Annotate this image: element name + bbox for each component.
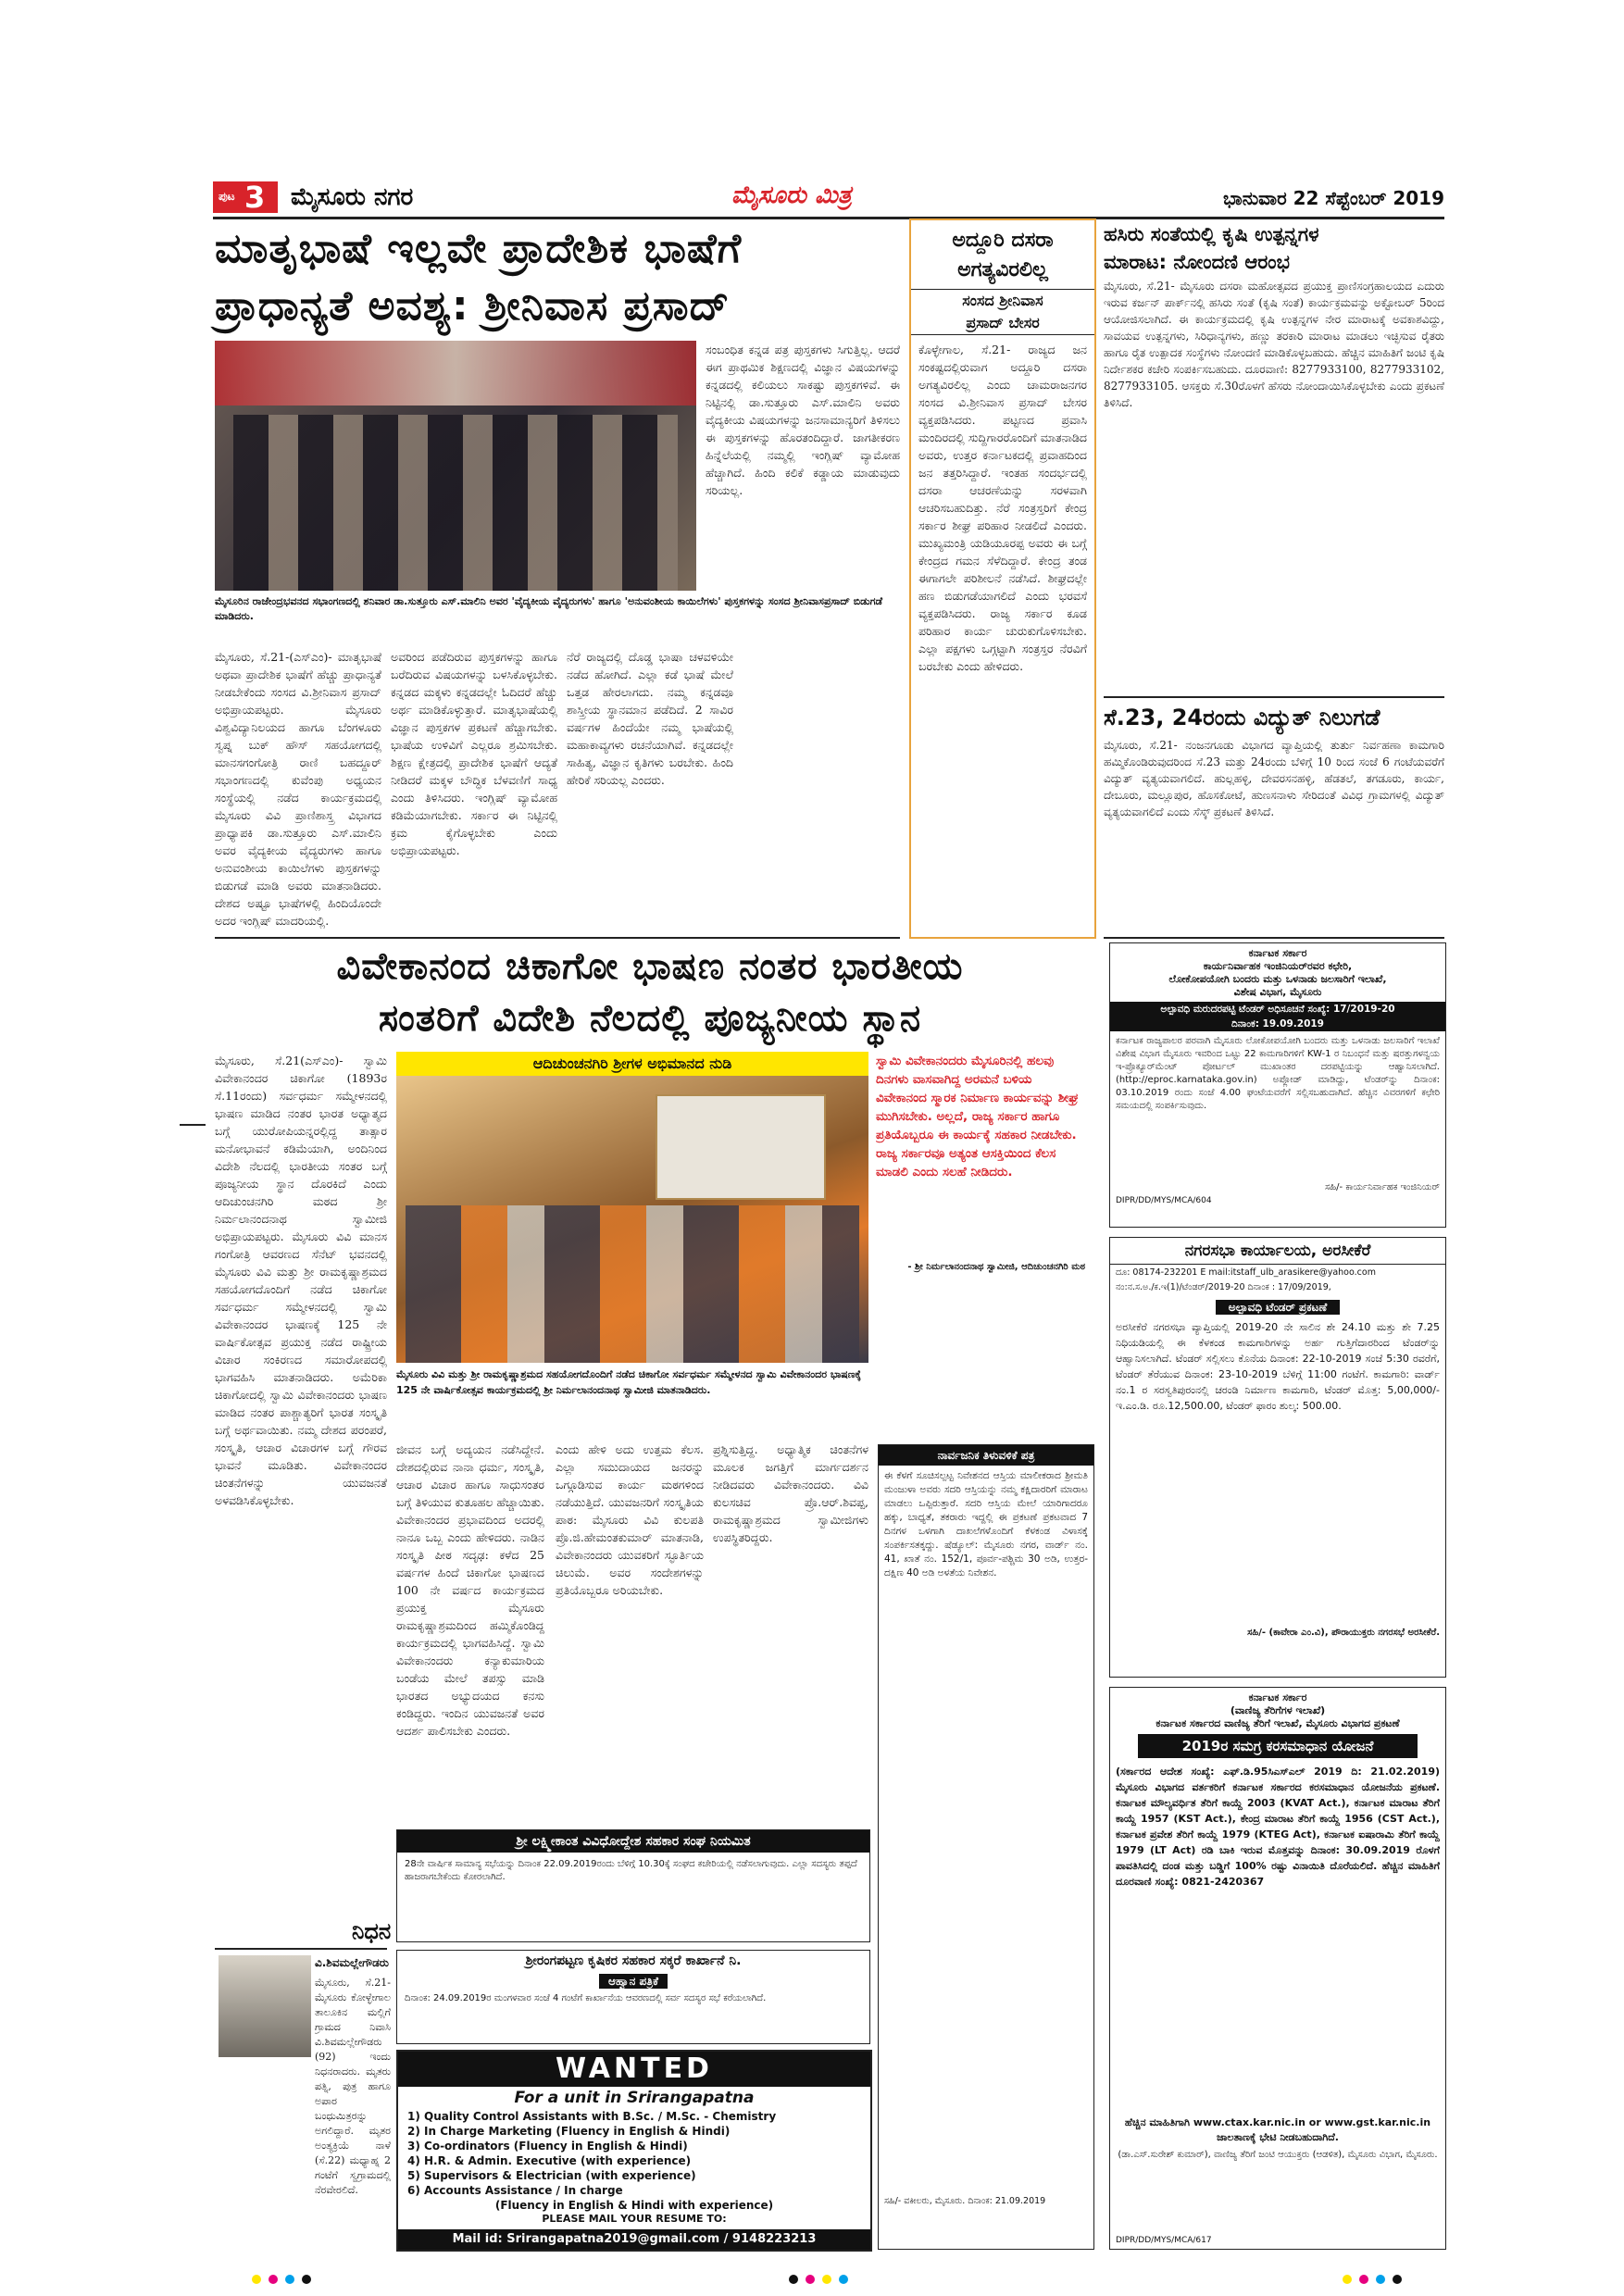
kpwd-notice-bar: [1110, 1002, 1445, 1031]
lead-column-3: ನೆರೆ ರಾಜ್ಯದಲ್ಲಿ ದೊಡ್ಡ ಭಾಷಾ ಚಳವಳಿಯೇ ನಡೆದ ಹೋಗಿದೆ. ಎಲ್ಲಾ ಕಡೆ ಭಾಷೆ ಮೇಲೆ ಒತ್ತಡ ಹೇರಲಾಗದು. ನಮ್ಮ ಕನ್ನಡವೂ ಶಾಸ್ತ್ರೀಯ ಸ್ಥಾನಮಾನ ಪಡೆದಿದೆ. 2 ಸಾವಿರ ವರ್ಷಗಳ ಹಿಂದೆಯೇ ನಮ್ಮ ಭಾಷೆಯಲ್ಲಿ ಮಹಾಕಾವ್ಯಗಳು ರಚನೆಯಾಗಿವೆ. ಕನ್ನಡದಲ್ಲೇ ಸಾಹಿತ್ಯ, ವಿಜ್ಞಾನ ಕೃತಿಗಳು ಬರಬೇಕು. ಹಿಂದಿ ಹೇರಿಕೆ ಸರಿಯಲ್ಲ ಎಂದರು.: [567, 650, 733, 787]
sugar-body: ದಿನಾಂಕ: 24.09.2019ರ ಮಂಗಳವಾರ ಸಂಜೆ 4 ಗಂಟೆಗೆ ಕಾರ್ಖಾನೆಯ ಆವರಣದಲ್ಲಿ ಸರ್ವ ಸದಸ್ಯರ ಸಭೆ ಕರೆಯಲಾಗಿದೆ.: [405, 1993, 767, 2003]
santhe-headline-line2: ಮಾರಾಟ: ನೋಂದಣಿ ಆರಂಭ: [1104, 251, 1290, 273]
wanted-item: 3) Co-ordinators (Fluency in English & Hindi): [407, 2140, 688, 2152]
registration-dot: [252, 2275, 261, 2284]
obituary-name: ವಿ.ಶಿವಮಲ್ಲೇಗೌಡರು: [315, 1956, 389, 1969]
dasara-story-box: [909, 218, 1096, 939]
lead-photo: [215, 341, 696, 591]
lead-headline-line2: ಪ್ರಾಧಾನ್ಯತೆ ಅವಶ್ಯ: ಶ್ರೀನಿವಾಸ ಪ್ರಸಾದ್: [215, 282, 731, 330]
paper-name: ಮೈಸೂರು ಮಿತ್ರ: [731, 181, 852, 209]
page-number: 3: [244, 180, 266, 215]
sugar-notice: [396, 1950, 870, 2044]
nagarasabha-sign: ಸಹಿ/- (ಕಾವೇರಾ ಎಂ.ವಿ), ಪೌರಾಯುಕ್ತರು ನಗರಸಭೆ ಅರಸೀಕೆರೆ.: [1247, 1628, 1440, 1638]
registration-dots-left: [248, 2270, 315, 2288]
public-notice: [878, 1444, 1094, 2250]
lead-column-1: ಮೈಸೂರು, ಸೆ.21-(ಎಸ್‌ಎಂ)- ಮಾತೃಭಾಷೆ ಅಥವಾ ಪ್ರಾದೇಶಿಕ ಭಾಷೆಗೆ ಹೆಚ್ಚು ಪ್ರಾಧಾನ್ಯತೆ ನೀಡಬೇಕೆಂದು ಸಂಸದ ವಿ.ಶ್ರೀನಿವಾಸ ಪ್ರಸಾದ್ ಅಭಿಪ್ರಾಯಪಟ್ಟರು. ಮೈಸೂರು ವಿಶ್ವವಿದ್ಯಾನಿಲಯದ ಹಾಗೂ ಬೆಂಗಳೂರು ಸ್ವಪ್ನ ಬುಕ್ ಹೌಸ್ ಸಹಯೋಗದಲ್ಲಿ ಮಾನಸಗಂಗೋತ್ರಿ ರಾಣಿ ಬಹದ್ದೂರ್ ಸಭಾಂಗಣದಲ್ಲಿ ಕುವೆಂಪು ಅಧ್ಯಯನ ಸಂಸ್ಥೆಯಲ್ಲಿ ನಡೆದ ಕಾರ್ಯಕ್ರಮದಲ್ಲಿ ಮೈಸೂರು ವಿವಿ ಪ್ರಾಣಿಶಾಸ್ತ್ರ ವಿಭಾಗದ ಪ್ರಾಧ್ಯಾಪಕಿ ಡಾ.ಸುತ್ತೂರು ಎಸ್.ಮಾಲಿನಿ ಅವರ ವೈದ್ಯಕೀಯ ವೈದ್ಯರುಗಳು ಹಾಗೂ ಅನುವಂಶೀಯ ಕಾಯಿಲೆಗಳು ಪುಸ್ತಕಗಳನ್ನು ಬಿಡುಗಡೆ ಮಾಡಿ ಅವರು ಮಾತನಾಡಿದರು. ದೇಶದ ಅಷ್ಟೂ ಭಾಷೆಗಳಲ್ಲಿ ಹಿಂದಿಯೊಂದೇ ಅದರ ಇಂಗ್ಲಿಷ್ ಮಾದರಿಯಲ್ಲಿ.: [215, 650, 381, 928]
dasara-headline-line2: ಅಗತ್ಯವಿರಲಿಲ್ಲ: [957, 258, 1048, 281]
vivek-photo: [396, 1076, 868, 1363]
registration-dot: [1359, 2275, 1368, 2284]
power-body: ಮೈಸೂರು, ಸೆ.21- ನಂಜನಗೂಡು ವಿಭಾಗದ ವ್ಯಾಪ್ತಿಯಲ್ಲಿ ತುರ್ತು ನಿರ್ವಹಣಾ ಕಾಮಗಾರಿ ಹಮ್ಮಿಕೊಂಡಿರುವುದರಿಂದ ಸೆ.23 ಮತ್ತು 24ರಂದು ಬೆಳಿಗ್ಗೆ 10 ರಿಂದ ಸಂಜೆ 6 ಗಂಟೆಯವರೆಗೆ ವಿದ್ಯುತ್ ವ್ಯತ್ಯಯವಾಗಲಿದೆ. ಹುಲ್ಲಹಳ್ಳಿ, ದೇವರಸನಹಳ್ಳಿ, ಹೆಡತಲೆ, ತಗಡೂರು, ಕಾರ್ಯ, ದೇಬೂರು, ಮಲ್ಲೂಪುರ, ಹೊಸಕೋಟೆ, ಹುಣಸನಾಳು ಸೇರಿದಂತೆ ವಿವಿಧ ಗ್ರಾಮಗಳಲ್ಲಿ ವಿದ್ಯುತ್ ವ್ಯತ್ಯಯವಾಗಲಿದೆ ಎಂದು ಸೆಸ್ಕ್ ಪ್ರಕಟಣೆ ತಿಳಿಸಿದೆ.: [1104, 739, 1444, 818]
power-headline: ಸೆ.23, 24ರಂದು ವಿದ್ಯುತ್ ನಿಲುಗಡೆ: [1104, 705, 1380, 730]
vivek-quote-attribution: - ಶ್ರೀ ನಿರ್ಮಲಾನಂದನಾಥ ಸ್ವಾಮೀಜಿ, ಆದಿಚುಂಚನಗಿರಿ ಮಠ: [907, 1262, 1085, 1272]
public-notice-sign: ಸಹಿ/- ವಕೀಲರು, ಮೈಸೂರು. ದಿನಾಂಕ: 21.09.2019: [884, 2196, 1046, 2206]
vivek-column-3: ಎಂದು ಹೇಳಿ ಅದು ಉತ್ತಮ ಕೆಲಸ. ಎಲ್ಲಾ ಸಮುದಾಯದ ಜನರನ್ನು ಒಗ್ಗೂಡಿಸುವ ಕಾರ್ಯ ಮಠಗಳಿಂದ ನಡೆಯುತ್ತಿದೆ. ಯುವಜನರಿಗೆ ಸಂಸ್ಕೃತಿಯ ಪಾಠ: ಮೈಸೂರು ವಿವಿ ಕುಲಪತಿ ಪ್ರೊ.ಜಿ.ಹೇಮಂತಕುಮಾರ್ ಮಾತನಾಡಿ, ವಿವೇಕಾನಂದರು ಯುವಕರಿಗೆ ಸ್ಫೂರ್ತಿಯ ಚಿಲುಮೆ. ಅವರ ಸಂದೇಶಗಳನ್ನು ಪ್ರತಿಯೊಬ್ಬರೂ ಅರಿಯಬೇಕು.: [556, 1442, 704, 1597]
dasara-body: ಕೊಳ್ಳೇಗಾಲ, ಸೆ.21- ರಾಜ್ಯದ ಜನ ಸಂಕಷ್ಟದಲ್ಲಿರುವಾಗ ಅದ್ದೂರಿ ದಸರಾ ಅಗತ್ಯವಿರಲಿಲ್ಲ ಎಂದು ಚಾಮರಾಜನಗರ ಸಂಸದ ವಿ.ಶ್ರೀನಿವಾಸ ಪ್ರಸಾದ್ ಬೇಸರ ವ್ಯಕ್ತಪಡಿಸಿದರು. ಪಟ್ಟಣದ ಪ್ರವಾಸಿ ಮಂದಿರದಲ್ಲಿ ಸುದ್ದಿಗಾರರೊಂದಿಗೆ ಮಾತನಾಡಿದ ಅವರು, ಉತ್ತರ ಕರ್ನಾಟಕದಲ್ಲಿ ಪ್ರವಾಹದಿಂದ ಜನ ತತ್ತರಿಸಿದ್ದಾರೆ. ಇಂತಹ ಸಂದರ್ಭದಲ್ಲಿ ದಸರಾ ಆಚರಣೆಯನ್ನು ಸರಳವಾಗಿ ಆಚರಿಸಬಹುದಿತ್ತು. ನೆರೆ ಸಂತ್ರಸ್ತರಿಗೆ ಕೇಂದ್ರ ಸರ್ಕಾರ ಶೀಘ್ರ ಪರಿಹಾರ ನೀಡಲಿದೆ ಎಂದರು. ಮುಖ್ಯಮಂತ್ರಿ ಯಡಿಯೂರಪ್ಪ ಅವರು ಈ ಬಗ್ಗೆ ಕೇಂದ್ರದ ಗಮನ ಸೆಳೆದಿದ್ದಾರೆ. ಕೇಂದ್ರ ತಂಡ ಈಗಾಗಲೇ ಪರಿಶೀಲನೆ ನಡೆಸಿದೆ. ಶೀಘ್ರದಲ್ಲೇ ಹಣ ಬಿಡುಗಡೆಯಾಗಲಿದೆ ಎಂದು ಭರವಸೆ ವ್ಯಕ್ತಪಡಿಸಿದರು. ರಾಜ್ಯ ಸರ್ಕಾರ ಕೂಡ ಪರಿಹಾರ ಕಾರ್ಯ ಚುರುಕುಗೊಳಿಸಬೇಕು. ಎಲ್ಲಾ ಪಕ್ಷಗಳು ಒಗ್ಗಟ್ಟಾಗಿ ಸಂತ್ರಸ್ತರ ನೆರವಿಗೆ ಬರಬೇಕು ಎಂದು ಹೇಳಿದರು.: [918, 343, 1087, 673]
registration-dot: [302, 2275, 311, 2284]
public-notice-body: ಈ ಕೆಳಗೆ ಸೂಚಿಸಲ್ಪಟ್ಟ ನಿವೇಶನದ ಆಸ್ತಿಯ ಮಾಲೀಕರಾದ ಶ್ರೀಮತಿ ಮಂಜುಳಾ ಅವರು ಸದರಿ ಆಸ್ತಿಯನ್ನು ನಮ್ಮ ಕಕ್ಷಿದಾರರಿಗೆ ಮಾರಾಟ ಮಾಡಲು ಒಪ್ಪಿರುತ್ತಾರೆ. ಸದರಿ ಆಸ್ತಿಯ ಮೇಲೆ ಯಾರಿಗಾದರೂ ಹಕ್ಕು, ಬಾಧ್ಯತೆ, ತಕರಾರು ಇದ್ದಲ್ಲಿ ಈ ಪ್ರಕಟಣೆ ಪ್ರಕಟವಾದ 7 ದಿನಗಳ ಒಳಗಾಗಿ ದಾಖಲೆಗಳೊಂದಿಗೆ ಕೆಳಕಂಡ ವಿಳಾಸಕ್ಕೆ ಸಂಪರ್ಕಿಸತಕ್ಕದ್ದು. ಷೆಡ್ಯೂಲ್: ಮೈಸೂರು ನಗರ, ವಾರ್ಡ್ ನಂ. 41, ಖಾತೆ ನಂ. 152/1, ಪೂರ್ವ-ಪಶ್ಚಿಮ 30 ಅಡಿ, ಉತ್ತರ-ದಕ್ಷಿಣ 40 ಅಡಿ ಅಳತೆಯ ನಿವೇಶನ.: [884, 1470, 1088, 1578]
nagarasabha-no: ನಂ:ನ.ಸ.ಅ./ಕ.ಇ(1)/ಟೆಂಡರ್/2019-20 ದಿನಾಂಕ : 17/09/2019,: [1116, 1282, 1331, 1292]
coop-notice: [396, 1829, 870, 1942]
registration-dot: [1376, 2275, 1385, 2284]
coop-body: 28ನೇ ವಾರ್ಷಿಕ ಸಾಮಾನ್ಯ ಸಭೆಯನ್ನು ದಿನಾಂಕ 22.09.2019ರಂದು ಬೆಳಿಗ್ಗೆ 10.30ಕ್ಕೆ ಸಂಘದ ಕಚೇರಿಯಲ್ಲಿ ನಡೆಸಲಾಗುವುದು. ಎಲ್ಲಾ ಸದಸ್ಯರು ತಪ್ಪದೆ ಹಾಜರಾಗಬೇಕೆಂದು ಕೋರಲಾಗಿದೆ.: [405, 1859, 857, 1882]
wanted-title: WANTED: [398, 2052, 870, 2087]
lead-headline: [215, 220, 900, 335]
tax-scheme-ad: [1109, 1687, 1446, 2250]
vivek-photo-banner-text: ಆದಿಚುಂಚನಗಿರಿ ಶ್ರೀಗಳ ಅಭಿಮಾನದ ನುಡಿ: [532, 1054, 732, 1072]
nagarasabha-contact: ದೂ: 08174-232201 E mail:itstaff_ulb_arasikere@yahoo.com: [1116, 1267, 1376, 1278]
santhe-headline-line1: ಹಸಿರು ಸಂತೆಯಲ್ಲಿ ಕೃಷಿ ಉತ್ಪನ್ನಗಳ: [1104, 223, 1319, 245]
kpwd-code: DIPR/DD/MYS/MCA/604: [1116, 1196, 1212, 1205]
vivek-quote-box: [876, 1052, 1085, 1294]
lead-column-2: ಅವರಿಂದ ಪಡೆದಿರುವ ಪುಸ್ತಕಗಳನ್ನು ಹಾಗೂ ಬರೆದಿರುವ ವಿಷಯಗಳನ್ನು ಬಳಸಿಕೊಳ್ಳಬೇಕು. ಕನ್ನಡದ ಮಕ್ಕಳು ಕನ್ನಡದಲ್ಲೇ ಓದಿದರೆ ಹೆಚ್ಚು ಅರ್ಥ ಮಾಡಿಕೊಳ್ಳುತ್ತಾರೆ. ಮಾತೃಭಾಷೆಯಲ್ಲಿ ವಿಜ್ಞಾನ ಪುಸ್ತಕಗಳ ಪ್ರಕಟಣೆ ಹೆಚ್ಚಾಗಬೇಕು. ಭಾಷೆಯ ಉಳಿವಿಗೆ ಎಲ್ಲರೂ ಶ್ರಮಿಸಬೇಕು. ಶಿಕ್ಷಣ ಕ್ಷೇತ್ರದಲ್ಲಿ ಪ್ರಾದೇಶಿಕ ಭಾಷೆಗೆ ಆದ್ಯತೆ ನೀಡಿದರೆ ಮಕ್ಕಳ ಬೌದ್ಧಿಕ ಬೆಳವಣಿಗೆ ಸಾಧ್ಯ ಎಂದು ತಿಳಿಸಿದರು. ಇಂಗ್ಲಿಷ್ ವ್ಯಾಮೋಹ ಕಡಿಮೆಯಾಗಬೇಕು. ಸರ್ಕಾರ ಈ ನಿಟ್ಟಿನಲ್ಲಿ ಕ್ರಮ ಕೈಗೊಳ್ಳಬೇಕು ಎಂದು ಅಭಿಪ್ರಾಯಪಟ್ಟರು.: [391, 650, 557, 857]
kpwd-tender-ad: [1109, 942, 1446, 1228]
santhe-rule: [1104, 696, 1444, 698]
registration-dot: [839, 2275, 848, 2284]
kpwd-notice: ಅಲ್ಪಾವಧಿ ಮರುದರಪಟ್ಟಿ ಟೆಂಡರ್ ಅಧಿಸೂಚನೆ ಸಂಖ್ಯೆ: 17/2019-20: [1160, 1004, 1395, 1015]
vivek-column-1: ಮೈಸೂರು, ಸೆ.21(ಎಸ್‌ಎಂ)- ಸ್ವಾಮಿ ವಿವೇಕಾನಂದರ ಚಿಕಾಗೋ (1893ರ ಸೆ.11ರಂದು) ಸರ್ವಧರ್ಮ ಸಮ್ಮೇಳನದಲ್ಲಿ ಭಾಷಣ ಮಾಡಿದ ನಂತರ ಭಾರತ ಅಧ್ಯಾತ್ಮದ ಬಗ್ಗೆ ಯುರೋಪಿಯನ್ನರಲ್ಲಿದ್ದ ತಾತ್ಸಾರ ಮನೋಭಾವನೆ ಕಡಿಮೆಯಾಗಿ, ಅಂದಿನಿಂದ ವಿದೇಶಿ ನೆಲದಲ್ಲಿ ಭಾರತೀಯ ಸಂತರ ಬಗ್ಗೆ ಪೂಜ್ಯನೀಯ ಸ್ಥಾನ ದೊರಕಿದೆ ಎಂದು ಆದಿಚುಂಚನಗಿರಿ ಮಠದ ಶ್ರೀ ನಿರ್ಮಲಾನಂದನಾಥ ಸ್ವಾಮೀಜಿ ಅಭಿಪ್ರಾಯಪಟ್ಟರು. ಮೈಸೂರು ವಿವಿ ಮಾನಸ ಗಂಗೋತ್ರಿ ಆವರಣದ ಸೆನೆಟ್ ಭವನದಲ್ಲಿ ಮೈಸೂರು ವಿವಿ ಮತ್ತು ಶ್ರೀ ರಾಮಕೃಷ್ಣಾಶ್ರಮದ ಸಹಯೋಗದೊಂದಿಗೆ ನಡೆದ ಚಿಕಾಗೋ ಸರ್ವಧರ್ಮ ಸಮ್ಮೇಳನದಲ್ಲಿ ಸ್ವಾಮಿ ವಿವೇಕಾನಂದರ ಭಾಷಣಕ್ಕೆ 125 ನೇ ವಾರ್ಷಿಕೋತ್ಸವ ಪ್ರಯುಕ್ತ ನಡೆದ ರಾಷ್ಟ್ರೀಯ ವಿಚಾರ ಸಂಕಿರಣದ ಸಮಾರೋಪದಲ್ಲಿ ಭಾಗವಹಿಸಿ ಮಾತನಾಡಿದರು. ಅಮೆರಿಕಾ ಚಿಕಾಗೋದಲ್ಲಿ ಸ್ವಾಮಿ ವಿವೇಕಾನಂದರು ಭಾಷಣ ಮಾಡಿದ ನಂತರ ಪಾಶ್ಚಾತ್ಯರಿಗೆ ಭಾರತ ಸಂಸ್ಕೃತಿ ಬಗ್ಗೆ ಅರ್ಥವಾಯಿತು. ನಮ್ಮ ದೇಶದ ಪರಂಪರೆ, ಸಂಸ್ಕೃತಿ, ಆಚಾರ ವಿಚಾರಗಳ ಬಗ್ಗೆ ಗೌರವ ಭಾವನೆ ಮೂಡಿತು. ವಿವೇಕಾನಂದರ ಚಿಂತನೆಗಳನ್ನು ಯುವಜನತೆ ಅಳವಡಿಸಿಕೊಳ್ಳಬೇಕು.: [215, 1054, 387, 1507]
dasara-subheadline-line1: ಸಂಸದ ಶ್ರೀನಿವಾಸ: [962, 292, 1043, 309]
wanted-item: 6) Accounts Assistance / In charge: [407, 2184, 623, 2197]
masthead-rule: [213, 217, 1444, 219]
registration-dot: [285, 2275, 294, 2284]
vivek-photo-banner: [396, 1052, 868, 1076]
lead-bottom-rule: [215, 937, 900, 939]
wanted-ad: [396, 2050, 872, 2252]
kpwd-title: ಕರ್ನಾಟಕ ಸರ್ಕಾರ: [1248, 947, 1307, 959]
lead-headline-line1: ಮಾತೃಭಾಷೆ ಇಲ್ಲವೇ ಪ್ರಾದೇಶಿಕ ಭಾಷೆಗೆ: [215, 225, 743, 272]
lead-column-4: ಸಂಬಂಧಿತ ಕನ್ನಡ ಪತ್ರ ಪುಸ್ತಕಗಳು ಸಿಗುತ್ತಿಲ್ಲ. ಆದರೆ ಈಗ ಪ್ರಾಥಮಿಕ ಶಿಕ್ಷಣದಲ್ಲಿ ವಿಜ್ಞಾನ ವಿಷಯಗಳನ್ನು ಕನ್ನಡದಲ್ಲಿ ಕಲಿಯಲು ಸಾಕಷ್ಟು ಪುಸ್ತಕಗಳಿವೆ. ಈ ನಿಟ್ಟಿನಲ್ಲಿ ಡಾ.ಸುತ್ತೂರು ಎಸ್.ಮಾಲಿನಿ ಅವರು ವೈದ್ಯಕೀಯ ವಿಷಯಗಳನ್ನು ಜನಸಾಮಾನ್ಯರಿಗೆ ತಿಳಿಸಲು ಈ ಪುಸ್ತಕಗಳನ್ನು ಹೊರತಂದಿದ್ದಾರೆ. ಜಾಗತೀಕರಣ ಹಿನ್ನೆಲೆಯಲ್ಲಿ ನಮ್ಮಲ್ಲಿ ಇಂಗ್ಲಿಷ್ ವ್ಯಾಮೋಹ ಹೆಚ್ಚಾಗಿದೆ. ಹಿಂದಿ ಕಲಿಕೆ ಕಡ್ಡಾಯ ಮಾಡುವುದು ಸರಿಯಲ್ಲ.: [706, 343, 900, 497]
registration-dot: [269, 2275, 278, 2284]
nagarasabha-body: ಅರಸೀಕೆರೆ ನಗರಸಭಾ ವ್ಯಾಪ್ತಿಯಲ್ಲಿ 2019-20 ನೇ ಸಾಲಿನ ಶೇ 24.10 ಮತ್ತು ಶೇ 7.25 ನಿಧಿಯಡಿಯಲ್ಲಿ ಈ ಕೆಳಕಂಡ ಕಾಮಗಾರಿಗಳನ್ನು ಅರ್ಹ ಗುತ್ತಿಗೆದಾರರಿಂದ ಟೆಂಡರ್‌ನ್ನು ಆಹ್ವಾನಿಸಲಾಗಿದೆ. ಟೆಂಡರ್ ಸಲ್ಲಿಸಲು ಕೊನೆಯ ದಿನಾಂಕ: 22-10-2019 ಸಂಜೆ 5:30 ರವರೆಗೆ, ಟೆಂಡರ್ ತೆರೆಯುವ ದಿನಾಂಕ: 23-10-2019 ಬೆಳಿಗ್ಗೆ 11:00 ಗಂಟೆಗೆ. ಕಾಮಗಾರಿ: ವಾರ್ಡ್ ನಂ.1 ರ ಸರಸ್ವತಿಪುರಂನಲ್ಲಿ ಚರಂಡಿ ನಿರ್ಮಾಣ ಕಾಮಗಾರಿ, ಟೆಂಡರ್ ಮೊತ್ತ: 5,00,000/- ಇ.ಎಂ.ಡಿ. ರೂ.12,500.00, ಟೆಂಡರ್ ಫಾರಂ ಶುಲ್ಕ: 500.00.: [1116, 1321, 1440, 1412]
vivek-quote: ಸ್ವಾಮಿ ವಿವೇಕಾನಂದರು ಮೈಸೂರಿನಲ್ಲಿ ಹಲವು ದಿನಗಳು ವಾಸವಾಗಿದ್ದ ಅರಮನೆ ಬಳಿಯ ವಿವೇಕಾನಂದ ಸ್ಮಾರಕ ನಿರ್ಮಾಣ ಕಾರ್ಯವನ್ನು ಶೀಘ್ರ ಮುಗಿಸಬೇಕು. ಅಲ್ಲದೆ, ರಾಜ್ಯ ಸರ್ಕಾರ ಹಾಗೂ ಪ್ರತಿಯೊಬ್ಬರೂ ಈ ಕಾರ್ಯಕ್ಕೆ ಸಹಕಾರ ನೀಡಬೇಕು. ರಾಜ್ಯ ಸರ್ಕಾರವೂ ಅತ್ಯಂತ ಆಸಕ್ತಿಯಿಂದ ಕೆಲಸ ಮಾಡಲಿ ಎಂದು ಸಲಹೆ ನೀಡಿದರು.: [876, 1054, 1079, 1179]
registration-dots-center: [785, 2270, 852, 2288]
registration-dot: [1343, 2275, 1352, 2284]
page-label: ಪುಟ: [219, 190, 235, 203]
nagarasabha-notice-wrap: [1110, 1297, 1445, 1315]
santhe-body: ಮೈಸೂರು, ಸೆ.21- ಮೈಸೂರು ದಸರಾ ಮಹೋತ್ಸವದ ಪ್ರಯುಕ್ತ ಪ್ರಾಣಿಸಂಗ್ರಹಾಲಯದ ಎದುರು ಇರುವ ಕರ್ಜನ್ ಪಾರ್ಕ್‌ನಲ್ಲಿ ಹಸಿರು ಸಂತೆ (ಕೃಷಿ ಸಂತೆ) ಕಾರ್ಯಕ್ರಮವನ್ನು ಅಕ್ಟೋಬರ್ 5ರಿಂದ ಆಯೋಜಿಸಲಾಗಿದೆ. ಈ ಕಾರ್ಯಕ್ರಮದಲ್ಲಿ ಕೃಷಿ ಉತ್ಪನ್ನಗಳ ನೇರ ಮಾರಾಟಕ್ಕೆ ಅವಕಾಶವಿದ್ದು, ಸಾವಯವ ಉತ್ಪನ್ನಗಳು, ಸಿರಿಧಾನ್ಯಗಳು, ಹಣ್ಣು ತರಕಾರಿ ಮಾರಾಟ ಮಾಡಲು ಇಚ್ಛಿಸುವ ರೈತರು ಹಾಗೂ ರೈತ ಉತ್ಪಾದಕ ಸಂಸ್ಥೆಗಳು ನೋಂದಣಿ ಮಾಡಿಕೊಳ್ಳಬಹುದು. ಹೆಚ್ಚಿನ ಮಾಹಿತಿಗೆ ಜಂಟಿ ಕೃಷಿ ನಿರ್ದೇಶಕರ ಕಚೇರಿ ಸಂಪರ್ಕಿಸಬಹುದು. ದೂರವಾಣಿ: 8277933100, 8277933102, 8277933105. ಆಸಕ್ತರು ಸೆ.30ರೊಳಗೆ ಹೆಸರು ನೋಂದಾಯಿಸಿಕೊಳ್ಳಬೇಕು ಎಂದು ಪ್ರಕಟಣೆ ತಿಳಿಸಿದೆ.: [1104, 280, 1444, 409]
obituary-photo: [219, 1955, 311, 2057]
vivek-photo-caption: ಮೈಸೂರು ವಿವಿ ಮತ್ತು ಶ್ರೀ ರಾಮಕೃಷ್ಣಾಶ್ರಮದ ಸಹಯೋಗದೊಂದಿಗೆ ನಡೆದ ಚಿಕಾಗೋ ಸರ್ವಧರ್ಮ ಸಮ್ಮೇಳನದ ಸ್ವಾಮಿ ವಿವೇಕಾನಂದರ ಭಾಷಣಕ್ಕೆ 125 ನೇ ವಾರ್ಷಿಕೋತ್ಸವ ಕಾರ್ಯಕ್ರಮದಲ್ಲಿ ಶ್ರೀ ನಿರ್ಮಲಾನಂದನಾಥ ಸ್ವಾಮೀಜಿ ಮಾತನಾಡಿದರು.: [396, 1368, 861, 1396]
registration-dot: [1393, 2275, 1402, 2284]
tax-code: DIPR/DD/MYS/MCA/617: [1116, 2236, 1212, 2245]
nagarasabha-tender-ad: [1109, 1237, 1446, 1678]
wanted-item: 4) H.R. & Admin. Executive (with experience): [407, 2154, 692, 2167]
sugar-notice-label: ಆಹ್ವಾನ ಪತ್ರಿಕೆ: [599, 1974, 668, 1989]
wanted-subtitle: For a unit in Srirangapatna: [514, 2089, 755, 2107]
dasara-subheadline: [911, 289, 1094, 335]
coop-title: ಶ್ರೀ ಲಕ್ಷ್ಮೀಕಾಂತ ವಿವಿಧೋದ್ದೇಶ ಸಹಕಾರ ಸಂಘ ನಿಯಮಿತ: [397, 1830, 869, 1853]
dasara-subheadline-line2: ಪ್ರಸಾದ್ ಬೇಸರ: [966, 314, 1040, 331]
wanted-item: 2) In Charge Marketing (Fluency in English & Hindi): [407, 2125, 731, 2138]
sugar-notice-label-wrap: [397, 1971, 869, 1989]
vivek-headline-line1: ವಿವೇಕಾನಂದ ಚಿಕಾಗೋ ಭಾಷಣ ನಂತರ ಭಾರತೀಯ: [336, 945, 964, 988]
obituary-rule: [215, 1948, 387, 1950]
obituary-body: ಮೈಸೂರು, ಸೆ.21- ಮೈಸೂರು ಕೋಳ್ಳೇಗಾಲ ತಾಲೂಕಿನ ಮಲ್ಲಿಗೆ ಗ್ರಾಮದ ನಿವಾಸಿ ವಿ.ಶಿವಮಲ್ಲೇಗೌಡರು (92) ಇಂದು ನಿಧನರಾದರು. ಮೃತರು ಪತ್ನಿ, ಪುತ್ರ ಹಾಗೂ ಅಪಾರ ಬಂಧುಮಿತ್ರರನ್ನು ಅಗಲಿದ್ದಾರೆ. ಮೃತರ ಅಂತ್ಯಕ್ರಿಯೆ ನಾಳೆ (ಸೆ.22) ಮಧ್ಯಾಹ್ನ 2 ಗಂಟೆಗೆ ಸ್ವಗ್ರಾಮದಲ್ಲಿ ನೆರವೇರಲಿದೆ.: [315, 1977, 391, 2196]
tax-web: ಹೆಚ್ಚಿನ ಮಾಹಿತಿಗಾಗಿ www.ctax.kar.nic.in or www.gst.kar.nic.in ಜಾಲತಾಣಕ್ಕೆ ಭೇಟಿ ನೀಡಬಹುದಾಗಿದೆ.: [1124, 2116, 1431, 2143]
tax-title2: (ವಾಣಿಜ್ಯ ತೆರಿಗೆಗಳ ಇಲಾಖೆ): [1230, 1704, 1326, 1716]
masthead: [213, 181, 1444, 213]
power-rule: [1104, 937, 1444, 939]
registration-dots-right: [1339, 2270, 1405, 2288]
registration-dot: [822, 2275, 831, 2284]
public-notice-title: ನಾರ್ವಜನಿಕ ತಿಳುವಳಿಕೆ ಪತ್ರ: [879, 1445, 1093, 1466]
tax-scheme: 2019ರ ಸಮಗ್ರ ಕರಸಮಾಧಾನ ಯೋಜನೆ: [1138, 1734, 1418, 1758]
dasara-headline-line1: ಅದ್ದೂರಿ ದಸರಾ: [952, 229, 1054, 252]
issue-date: ಭಾನುವಾರ 22 ಸೆಪ್ಟೆಂಬರ್ 2019: [1222, 187, 1444, 209]
santhe-headline: [1104, 220, 1446, 276]
sugar-title: ಶ್ರೀರಂಗಪಟ್ಟಣ ಕೃಷಿಕರ ಸಹಕಾರ ಸಕ್ಕರೆ ಕಾರ್ಖಾನೆ ನಿ.: [525, 1953, 742, 1968]
kpwd-sign: ಸಹಿ/- ಕಾರ್ಯನಿರ್ವಾಹಕ ಇಂಜಿನಿಯರ್: [1324, 1182, 1440, 1192]
obituary-heading: ನಿಧನ: [352, 1918, 392, 1944]
dasara-headline: [911, 226, 1094, 285]
nagarasabha-title: ನಗರಸಭಾ ಕಾರ್ಯಾಲಯ, ಅರಸೀಕೆರೆ: [1110, 1238, 1445, 1265]
tax-sign: (ಡಾ.ಎಸ್.ಸುರೇಶ್ ಕುಮಾರ್), ವಾಣಿಜ್ಯ ತೆರಿಗೆ ಜಂಟಿ ಆಯುಕ್ತರು (ಆಡಳಿತ), ಮೈಸೂರು ವಿಭಾಗ, ಮೈಸೂರು.: [1118, 2150, 1438, 2160]
wanted-item: 1) Quality Control Assistants with B.Sc. / M.Sc. - Chemistry: [407, 2110, 777, 2123]
wanted-mail-label: PLEASE MAIL YOUR RESUME TO:: [542, 2213, 727, 2225]
tax-title3: ಕರ್ನಾಟಕ ಸರ್ಕಾರದ ವಾಣಿಜ್ಯ ತೆರಿಗೆ ಇಲಾಖೆ, ಮೈಸೂರು ವಿಭಾಗದ ಪ್ರಕಟಣೆ: [1156, 1717, 1400, 1729]
tax-title1: ಕರ್ನಾಟಕ ಸರ್ಕಾರ: [1248, 1691, 1307, 1703]
nagarasabha-notice: ಅಲ್ಪಾವಧಿ ಟೆಂಡರ್ ಪ್ರಕಟಣೆ: [1216, 1300, 1340, 1315]
vivek-column-2: ಜೀವನ ಬಗ್ಗೆ ಅದ್ಯಯನ ನಡೆಸಿದ್ದೇನೆ. ದೇಶದಲ್ಲಿರುವ ನಾನಾ ಧರ್ಮ, ಸಂಸ್ಕೃತಿ, ಆಚಾರ ವಿಚಾರ ಹಾಗೂ ಸಾಧುಸಂತರ ಬಗ್ಗೆ ತಿಳಿಯುವ ಕುತೂಹಲ ಹೆಚ್ಚಾಯಿತು. ವಿವೇಕಾನಂದರ ಪ್ರಭಾವದಿಂದ ಅದರಲ್ಲಿ ನಾನೂ ಒಬ್ಬ ಎಂದು ಹೇಳಿದರು. ನಾಡಿನ ಸಂಸ್ಕೃತಿ ಪೀಠ ಸದೃಢ: ಕಳೆದ 25 ವರ್ಷಗಳ ಹಿಂದೆ ಚಿಕಾಗೋ ಭಾಷಣದ 100 ನೇ ವರ್ಷದ ಕಾರ್ಯಕ್ರಮದ ಪ್ರಯುಕ್ತ ಮೈಸೂರು ರಾಮಕೃಷ್ಣಾಶ್ರಮದಿಂದ ಹಮ್ಮಿಕೊಂಡಿದ್ದ ಕಾರ್ಯಕ್ರಮದಲ್ಲಿ ಭಾಗವಹಿಸಿದ್ದೆ. ಸ್ವಾಮಿ ವಿವೇಕಾನಂದರು ಕನ್ಯಾಕುಮಾರಿಯ ಬಂಡೆಯ ಮೇಲೆ ತಪಸ್ಸು ಮಾಡಿ ಭಾರತದ ಅಭ್ಯುದಯದ ಕನಸು ಕಂಡಿದ್ದರು. ಇಂದಿನ ಯುವಜನತೆ ಅವರ ಆದರ್ಶ ಪಾಲಿಸಬೇಕು ಎಂದರು.: [396, 1442, 544, 1738]
kpwd-sub2: ಲೋಕೋಪಯೋಗಿ ಬಂದರು ಮತ್ತು ಒಳನಾಡು ಜಲಸಾರಿಗೆ ಇಲಾಖೆ,: [1168, 973, 1387, 985]
vivek-headline: [215, 941, 1085, 1044]
wanted-list: [398, 2109, 870, 2213]
registration-dot: [789, 2275, 798, 2284]
section-title: ಮೈಸೂರು ನಗರ: [291, 183, 414, 211]
kpwd-body: ಕರ್ನಾಟಕ ರಾಜ್ಯಪಾಲರ ಪರವಾಗಿ ಮೈಸೂರು ಲೋಕೋಪಯೋಗಿ ಬಂದರು ಮತ್ತು ಒಳನಾಡು ಜಲಸಾರಿಗೆ ಇಲಾಖೆ ವಿಶೇಷ ವಿಭಾಗ ಮೈಸೂರು ಇವರಿಂದ ಒಟ್ಟು 22 ಕಾಮಗಾರಿಗಳಿಗೆ KW-1 ರ ನಿಬಂಧನೆ ಮತ್ತು ಷರತ್ತುಗಳನ್ವಯ ಇ-ಪ್ರೊಕ್ಯೂರ್‌ಮೆಂಟ್ ಪೋರ್ಟಲ್ ಮುಖಾಂತರ ದರಪಟ್ಟಿಯನ್ನು ಆಹ್ವಾನಿಸಲಾಗಿದೆ. (http://eproc.karnataka.gov.in) ಅಪ್ಲೋಡ್ ಮಾಡಿದ್ದು, ಟೆಂಡರ್‌ನ್ನು ದಿನಾಂಕ: 03.10.2019 ರಂದು ಸಂಜೆ 4.00 ಘಂಟೆಯವರೆಗೆ ಸಲ್ಲಿಸಬಹುದಾಗಿದೆ. ಹೆಚ್ಚಿನ ವಿವರಗಳಿಗೆ ಕಛೇರಿ ಸಮಯದಲ್ಲಿ ಸಂಪರ್ಕಿಸುವುದು.: [1116, 1036, 1440, 1111]
page-number-box: [213, 181, 278, 213]
wanted-item: (Fluency in English & Hindi with experience): [494, 2199, 774, 2212]
tax-body: (ಸರ್ಕಾರದ ಆದೇಶ ಸಂಖ್ಯೆ: ಎಫ್.ಡಿ.95ಸಿಎಸ್‌ಎಲ್ 2019 ದಿ: 21.02.2019) ಮೈಸೂರು ವಿಭಾಗದ ವರ್ತಕರಿಗೆ ಕರ್ನಾಟಕ ಸರ್ಕಾರದ ಕರಸಮಾಧಾನ ಯೋಜನೆಯ ಪ್ರಕಟಣೆ. ಕರ್ನಾಟಕ ಮೌಲ್ಯವರ್ಧಿತ ತೆರಿಗೆ ಕಾಯ್ದೆ 2003 (KVAT Act.), ಕರ್ನಾಟಕ ಮಾರಾಟ ತೆರಿಗೆ ಕಾಯ್ದೆ 1957 (KST Act.), ಕೇಂದ್ರ ಮಾರಾಟ ತೆರಿಗೆ ಕಾಯ್ದೆ 1956 (CST Act.), ಕರ್ನಾಟಕ ಪ್ರವೇಶ ತೆರಿಗೆ ಕಾಯ್ದೆ 1979 (KTEG Act), ಕರ್ನಾಟಕ ಐಷಾರಾಮಿ ತೆರಿಗೆ ಕಾಯ್ದೆ 1979 (LT Act) ರಡಿ ಬಾಕಿ ಇರುವ ಮೊತ್ತವನ್ನು ದಿನಾಂಕ: 30.09.2019 ರೊಳಗೆ ಪಾವತಿಸಿದಲ್ಲಿ ದಂಡ ಮತ್ತು ಬಡ್ಡಿಗೆ 100% ರಷ್ಟು ವಿನಾಯಿತಿ ದೊರೆಯಲಿದೆ. ಹೆಚ್ಚಿನ ಮಾಹಿತಿಗೆ ದೂರವಾಣಿ ಸಂಖ್ಯೆ: 0821-2420367: [1116, 1766, 1440, 1888]
wanted-item: 5) Supervisors & Electrician (with experience): [407, 2169, 696, 2182]
vivek-column-4: ಪ್ರಶ್ನಿಸುತ್ತಿದ್ದ. ಅಧ್ಯಾತ್ಮಿಕ ಚಿಂತನೆಗಳ ಮೂಲಕ ಜಗತ್ತಿಗೆ ಮಾರ್ಗದರ್ಶನ ನೀಡಿದವರು ವಿವೇಕಾನಂದರು. ವಿವಿ ಕುಲಸಚಿವ ಪ್ರೊ.ಆರ್.ಶಿವಪ್ಪ, ರಾಮಕೃಷ್ಣಾಶ್ರಮದ ಸ್ವಾಮೀಜಿಗಳು ಉಪಸ್ಥಿತರಿದ್ದರು.: [713, 1442, 868, 1544]
kpwd-sub1: ಕಾರ್ಯನಿರ್ವಾಹಕ ಇಂಜಿನಿಯರ್‌ರವರ ಕಛೇರಿ,: [1203, 960, 1353, 972]
margin-tick: [180, 1124, 206, 1126]
kpwd-date: ದಿನಾಂಕ: 19.09.2019: [1231, 1018, 1324, 1029]
kpwd-sub3: ವಿಶೇಷ ವಿಭಾಗ, ಮೈಸೂರು: [1233, 986, 1322, 998]
lead-photo-caption: ಮೈಸೂರಿನ ರಾಜೇಂದ್ರಭವನದ ಸಭಾಂಗಣದಲ್ಲಿ ಶನಿವಾರ ಡಾ.ಸುತ್ತೂರು ಎಸ್.ಮಾಲಿನಿ ಅವರ 'ವೈದ್ಯಕೀಯ ವೈದ್ಯರುಗಳು' ಹಾಗೂ 'ಅನುವಂಶೀಯ ಕಾಯಿಲೆಗಳು' ಪುಸ್ತಕಗಳನ್ನು ಸಂಸದ ಶ್ರೀನಿವಾಸಪ್ರಸಾದ್ ಬಿಡುಗಡೆ ಮಾಡಿದರು.: [215, 595, 883, 622]
wanted-mail: Mail id: Srirangapatna2019@gmail.com / 9148223213: [398, 2229, 870, 2250]
registration-dot: [806, 2275, 815, 2284]
vivek-headline-line2: ಸಂತರಿಗೆ ವಿದೇಶಿ ನೆಲದಲ್ಲಿ ಪೂಜ್ಯನೀಯ ಸ್ಥಾನ: [378, 997, 922, 1040]
